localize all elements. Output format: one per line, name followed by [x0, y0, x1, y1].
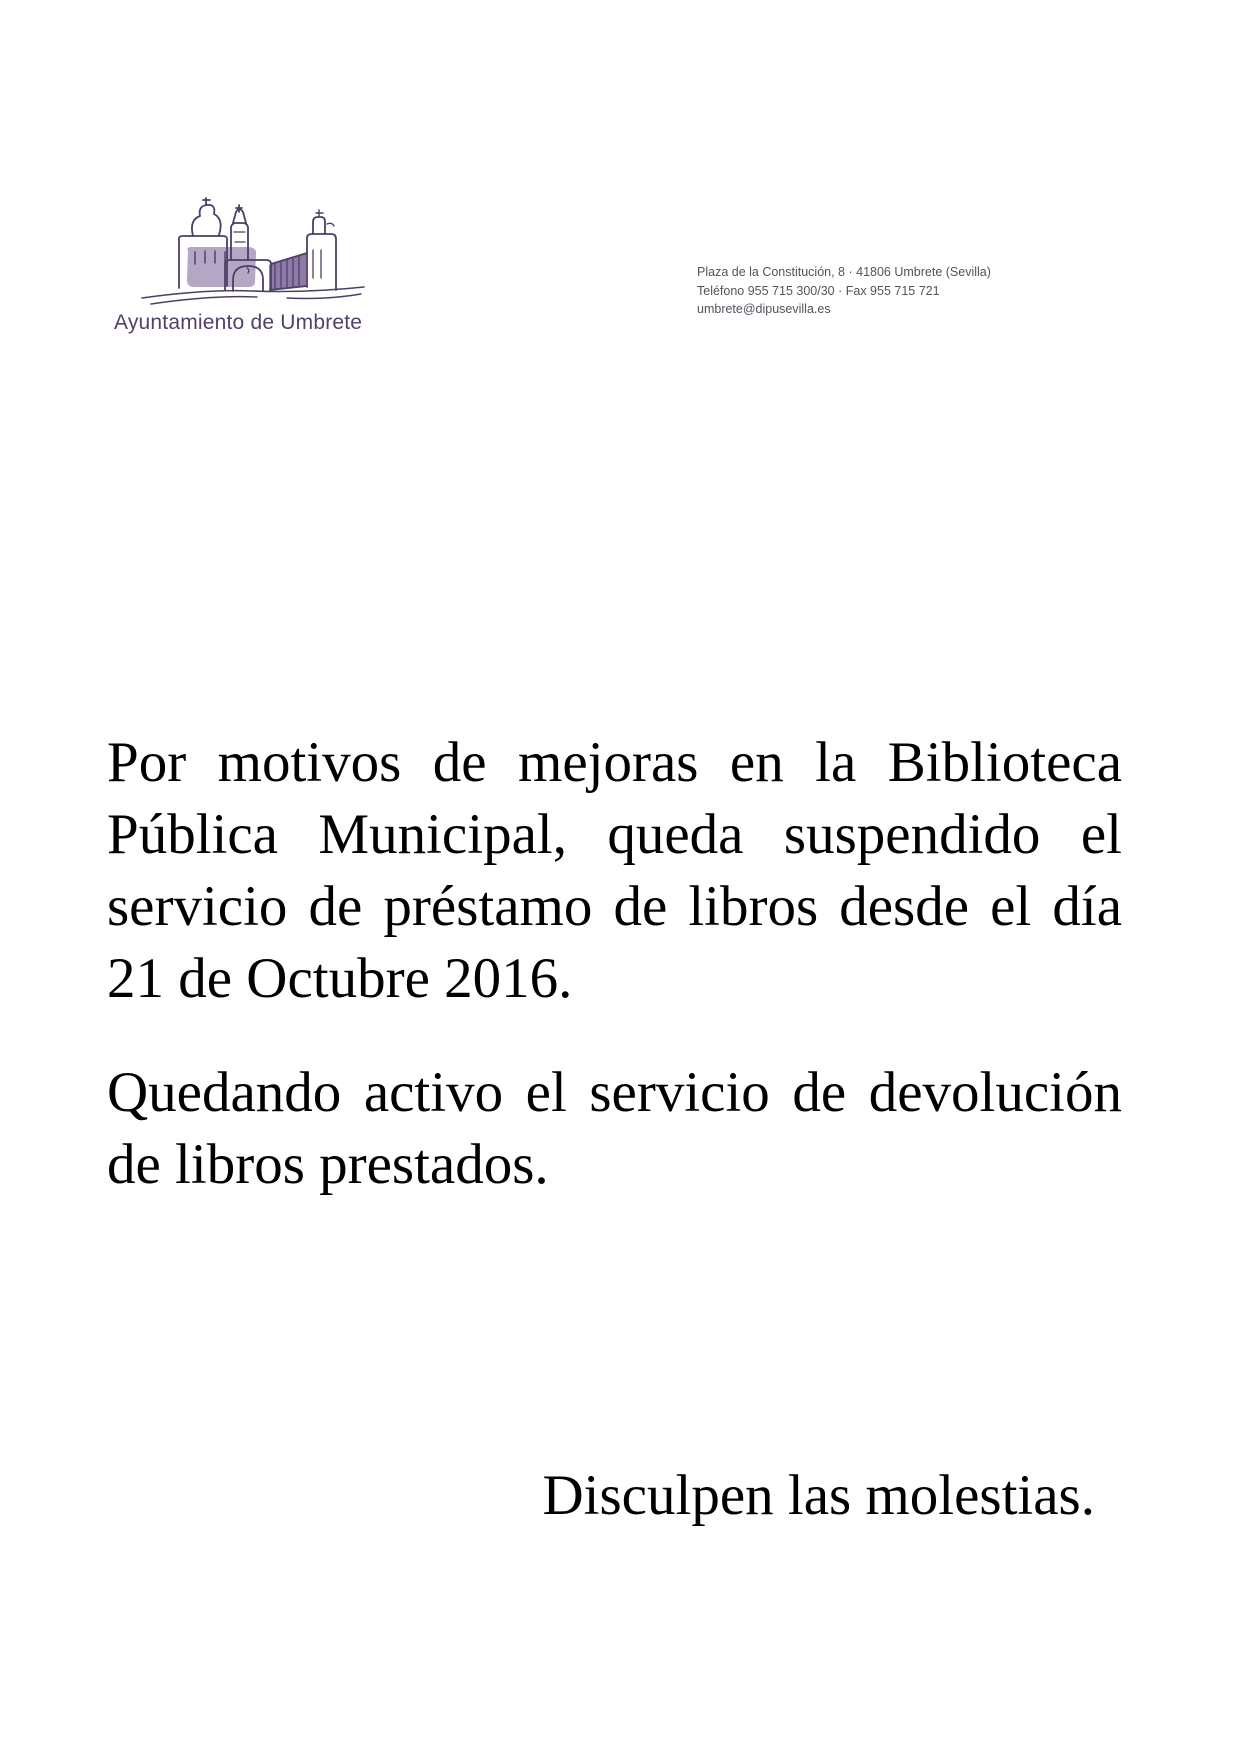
closing-apology-line: Disculpen las molestias. [542, 1464, 1095, 1527]
notice-line: Por motivos de mejoras en la Biblioteca [107, 731, 1122, 794]
notice-line: Pública Municipal, queda suspendido el [107, 803, 1122, 866]
notice-line: de libros prestados. [107, 1133, 549, 1196]
notice-body [107, 727, 1122, 1532]
notice-line: servicio de préstamo de libros desde el día [107, 875, 1122, 938]
notice-line: Quedando activo el servicio de devolución [107, 1061, 1122, 1124]
contact-phone-fax: Teléfono 955 715 300/30 · Fax 955 715 721 [697, 283, 940, 298]
town-gate-illustration-icon [136, 190, 368, 312]
contact-address: Plaza de la Constitución, 8 · 41806 Umbrete (Sevilla) [697, 265, 991, 279]
logo-caption: Ayuntamiento de Umbrete [114, 311, 363, 334]
contact-email: umbrete@dipusevilla.es [697, 302, 831, 316]
contact-info [697, 263, 1027, 319]
notice-paragraph-1 [107, 727, 1122, 1015]
notice-paragraph-2 [107, 1057, 1122, 1201]
notice-line: 21 de Octubre 2016. [107, 947, 573, 1010]
